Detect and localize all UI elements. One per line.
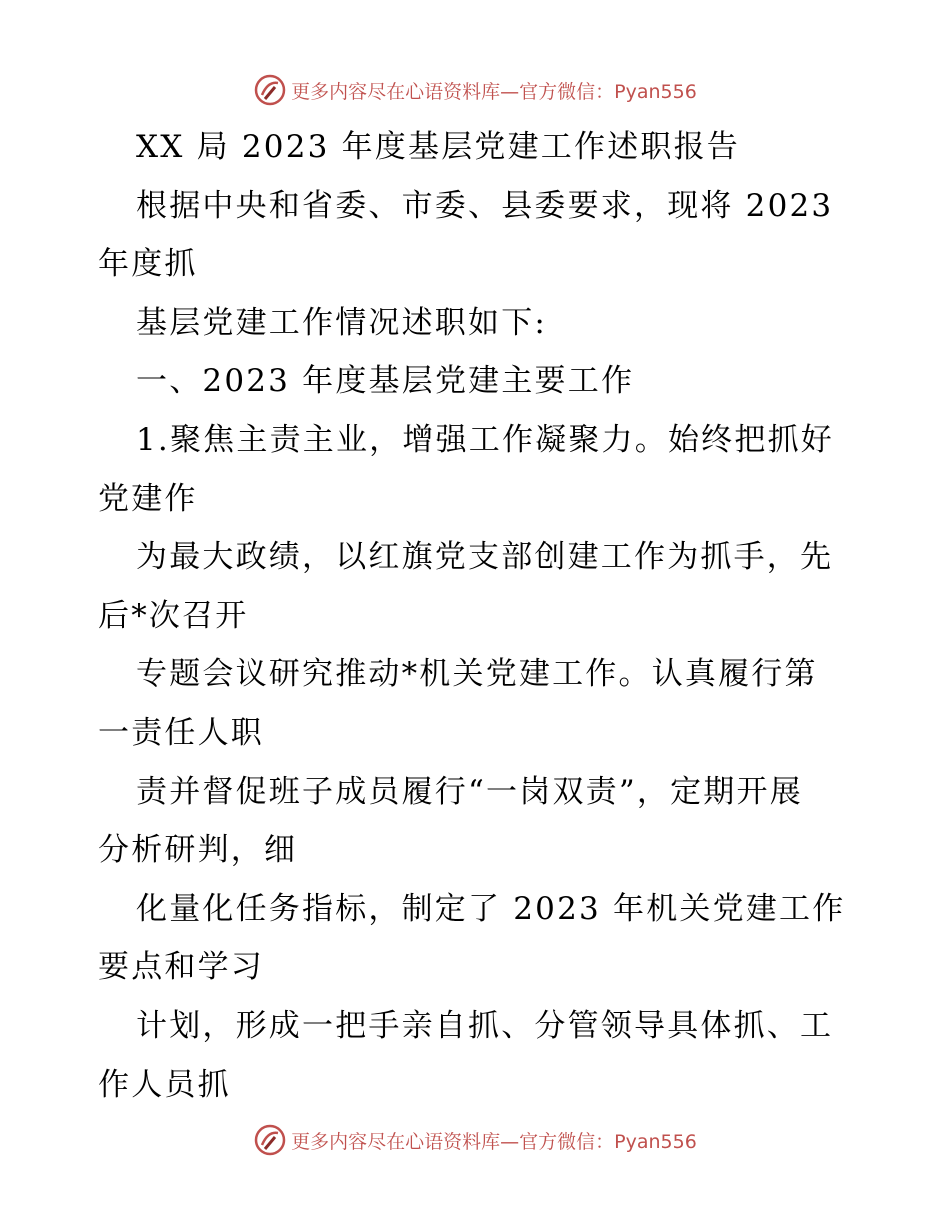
paragraph-line: 基层党建工作情况述职如下: xyxy=(136,304,548,341)
section-heading: 一、2023 年度基层党建主要工作 xyxy=(136,363,635,400)
paragraph-line: 为最大政绩，以红旗党支部创建工作为抓手，先 xyxy=(136,539,834,576)
paragraph-line: 后*次召开 xyxy=(98,597,249,634)
document-body xyxy=(98,118,858,1114)
paragraph-line: 1.聚焦主责主业，增强工作凝聚力。始终把抓好 xyxy=(136,421,834,458)
paragraph-line: 计划，形成一把手亲自抓、分管领导具体抓、工 xyxy=(136,1007,834,1044)
paragraph-line: 专题会议研究推动*机关党建工作。认真履行第 xyxy=(136,656,818,693)
document-title: XX 局 2023 年度基层党建工作述职报告 xyxy=(136,129,740,165)
paragraph-line: 根据中央和省委、市委、县委要求，现将 2023 xyxy=(136,187,834,224)
paragraph-line: 要点和学习 xyxy=(98,949,264,986)
paragraph-line: 分析研判，细 xyxy=(98,832,298,869)
paragraph-line: 化量化任务指标，制定了 2023 年机关党建工作 xyxy=(136,890,846,927)
logo-icon xyxy=(253,1123,287,1157)
logo-icon xyxy=(253,73,287,107)
header-banner xyxy=(0,70,950,110)
paragraph-line: 一责任人职 xyxy=(98,714,264,751)
paragraph-line: 责并督促班子成员履行“一岗双责”，定期开展 xyxy=(136,773,803,810)
footer-banner xyxy=(0,1120,950,1160)
paragraph-line: 作人员抓 xyxy=(98,1066,231,1103)
banner-text: 更多内容尽在心语资料库—官方微信：Pyan556 xyxy=(291,80,697,103)
banner-text: 更多内容尽在心语资料库—官方微信：Pyan556 xyxy=(291,1130,697,1153)
paragraph-line: 党建作 xyxy=(98,480,198,517)
paragraph-line: 年度抓 xyxy=(98,246,198,283)
